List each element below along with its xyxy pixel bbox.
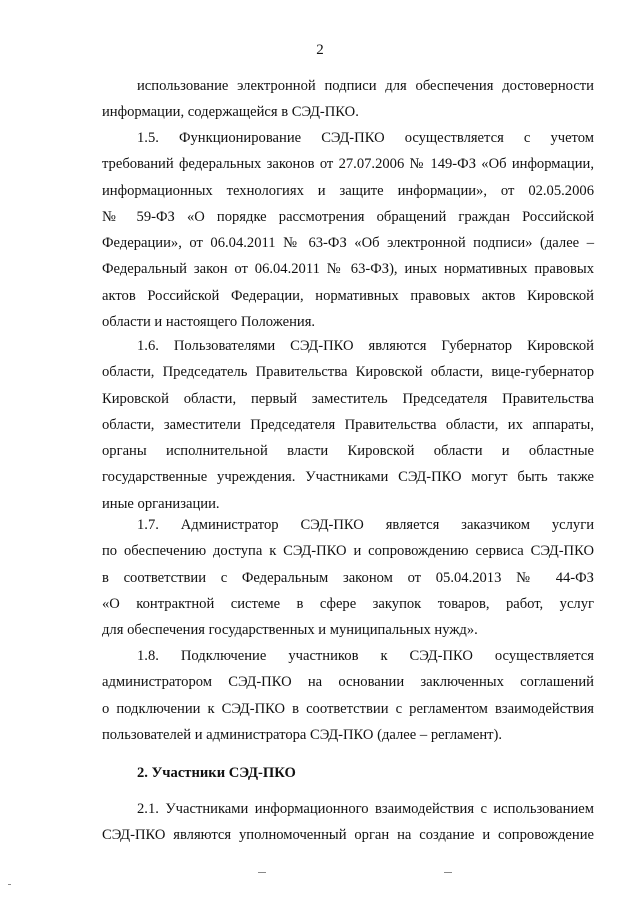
- paragraph-continuation: [102, 73, 594, 126]
- paragraph-1-5: [102, 125, 594, 335]
- text-line: требований федеральных законов от 27.07.2006 № 149-ФЗ «Об информации,: [102, 156, 594, 173]
- text-line: администратором СЭД-ПКО на основании заключенных соглашений: [102, 674, 594, 691]
- text-line: информационных технологиях и защите информации», от 02.05.2006: [102, 182, 594, 199]
- text-line: иные организации.: [102, 495, 220, 512]
- text-line: пользователей и администратора СЭД-ПКО (далее – регламент).: [102, 726, 503, 743]
- text-line: в соответствии с Федеральным законом от 05.04.2013 № 44-ФЗ: [102, 569, 594, 586]
- text-line: области, заместители Председателя Правительства области, их аппараты,: [102, 416, 594, 433]
- scan-speck: [444, 872, 452, 873]
- paragraph-2-1: [102, 796, 594, 849]
- text-line: 1.8. Подключение участников к СЭД-ПКО осуществляется: [137, 648, 594, 664]
- text-line: органы исполнительной власти Кировской области и областные: [102, 443, 594, 460]
- text-line: СЭД-ПКО являются уполномоченный орган на создание и сопровождение: [102, 827, 594, 844]
- paragraph-1-7: [102, 512, 594, 643]
- text-line: № 59-ФЗ «О порядке рассмотрения обращений граждан Российской: [102, 208, 594, 225]
- text-line: 2.1. Участниками информационного взаимодействия с использованием: [137, 801, 594, 817]
- text-line: для обеспечения государственных и муниципальных нужд».: [102, 622, 478, 639]
- text-line: 1.5. Функционирование СЭД-ПКО осуществляется с учетом: [137, 130, 594, 146]
- text-line: использование электронной подписи для обеспечения достоверности: [137, 78, 594, 94]
- text-line: о подключении к СЭД-ПКО в соответствии с регламентом взаимодействия: [102, 700, 594, 717]
- text-line: 1.6. Пользователями СЭД-ПКО являются Губернатор Кировской: [137, 338, 594, 354]
- text-line: Федерации», от 06.04.2011 № 63-ФЗ «Об электронной подписи» (далее –: [102, 235, 594, 252]
- text-line: Федеральный закон от 06.04.2011 № 63-ФЗ), иных нормативных правовых: [102, 261, 594, 278]
- text-line: актов Российской Федерации, нормативных правовых актов Кировской: [102, 287, 594, 304]
- text-line: «О контрактной системе в сфере закупок товаров, работ, услуг: [102, 595, 594, 612]
- paragraph-1-8: [102, 643, 594, 748]
- text-line: области, Председатель Правительства Кировской области, вице-губернатор: [102, 364, 594, 381]
- text-line: информации, содержащейся в СЭД-ПКО.: [102, 104, 359, 121]
- text-line: Кировской области, первый заместитель Председателя Правительства: [102, 390, 594, 407]
- section-heading: 2. Участники СЭД-ПКО: [137, 765, 296, 781]
- scan-speck: [8, 884, 11, 885]
- paragraph-1-6: [102, 333, 594, 517]
- scan-speck: [258, 872, 266, 873]
- page-number: 2: [316, 42, 324, 58]
- text-line: государственные учреждения. Участниками СЭД-ПКО могут быть также: [102, 469, 594, 486]
- text-line: области и настоящего Положения.: [102, 314, 316, 331]
- text-line: 1.7. Администратор СЭД-ПКО является заказчиком услуги: [137, 517, 594, 533]
- text-line: по обеспечению доступа к СЭД-ПКО и сопровождению сервиса СЭД-ПКО: [102, 543, 594, 560]
